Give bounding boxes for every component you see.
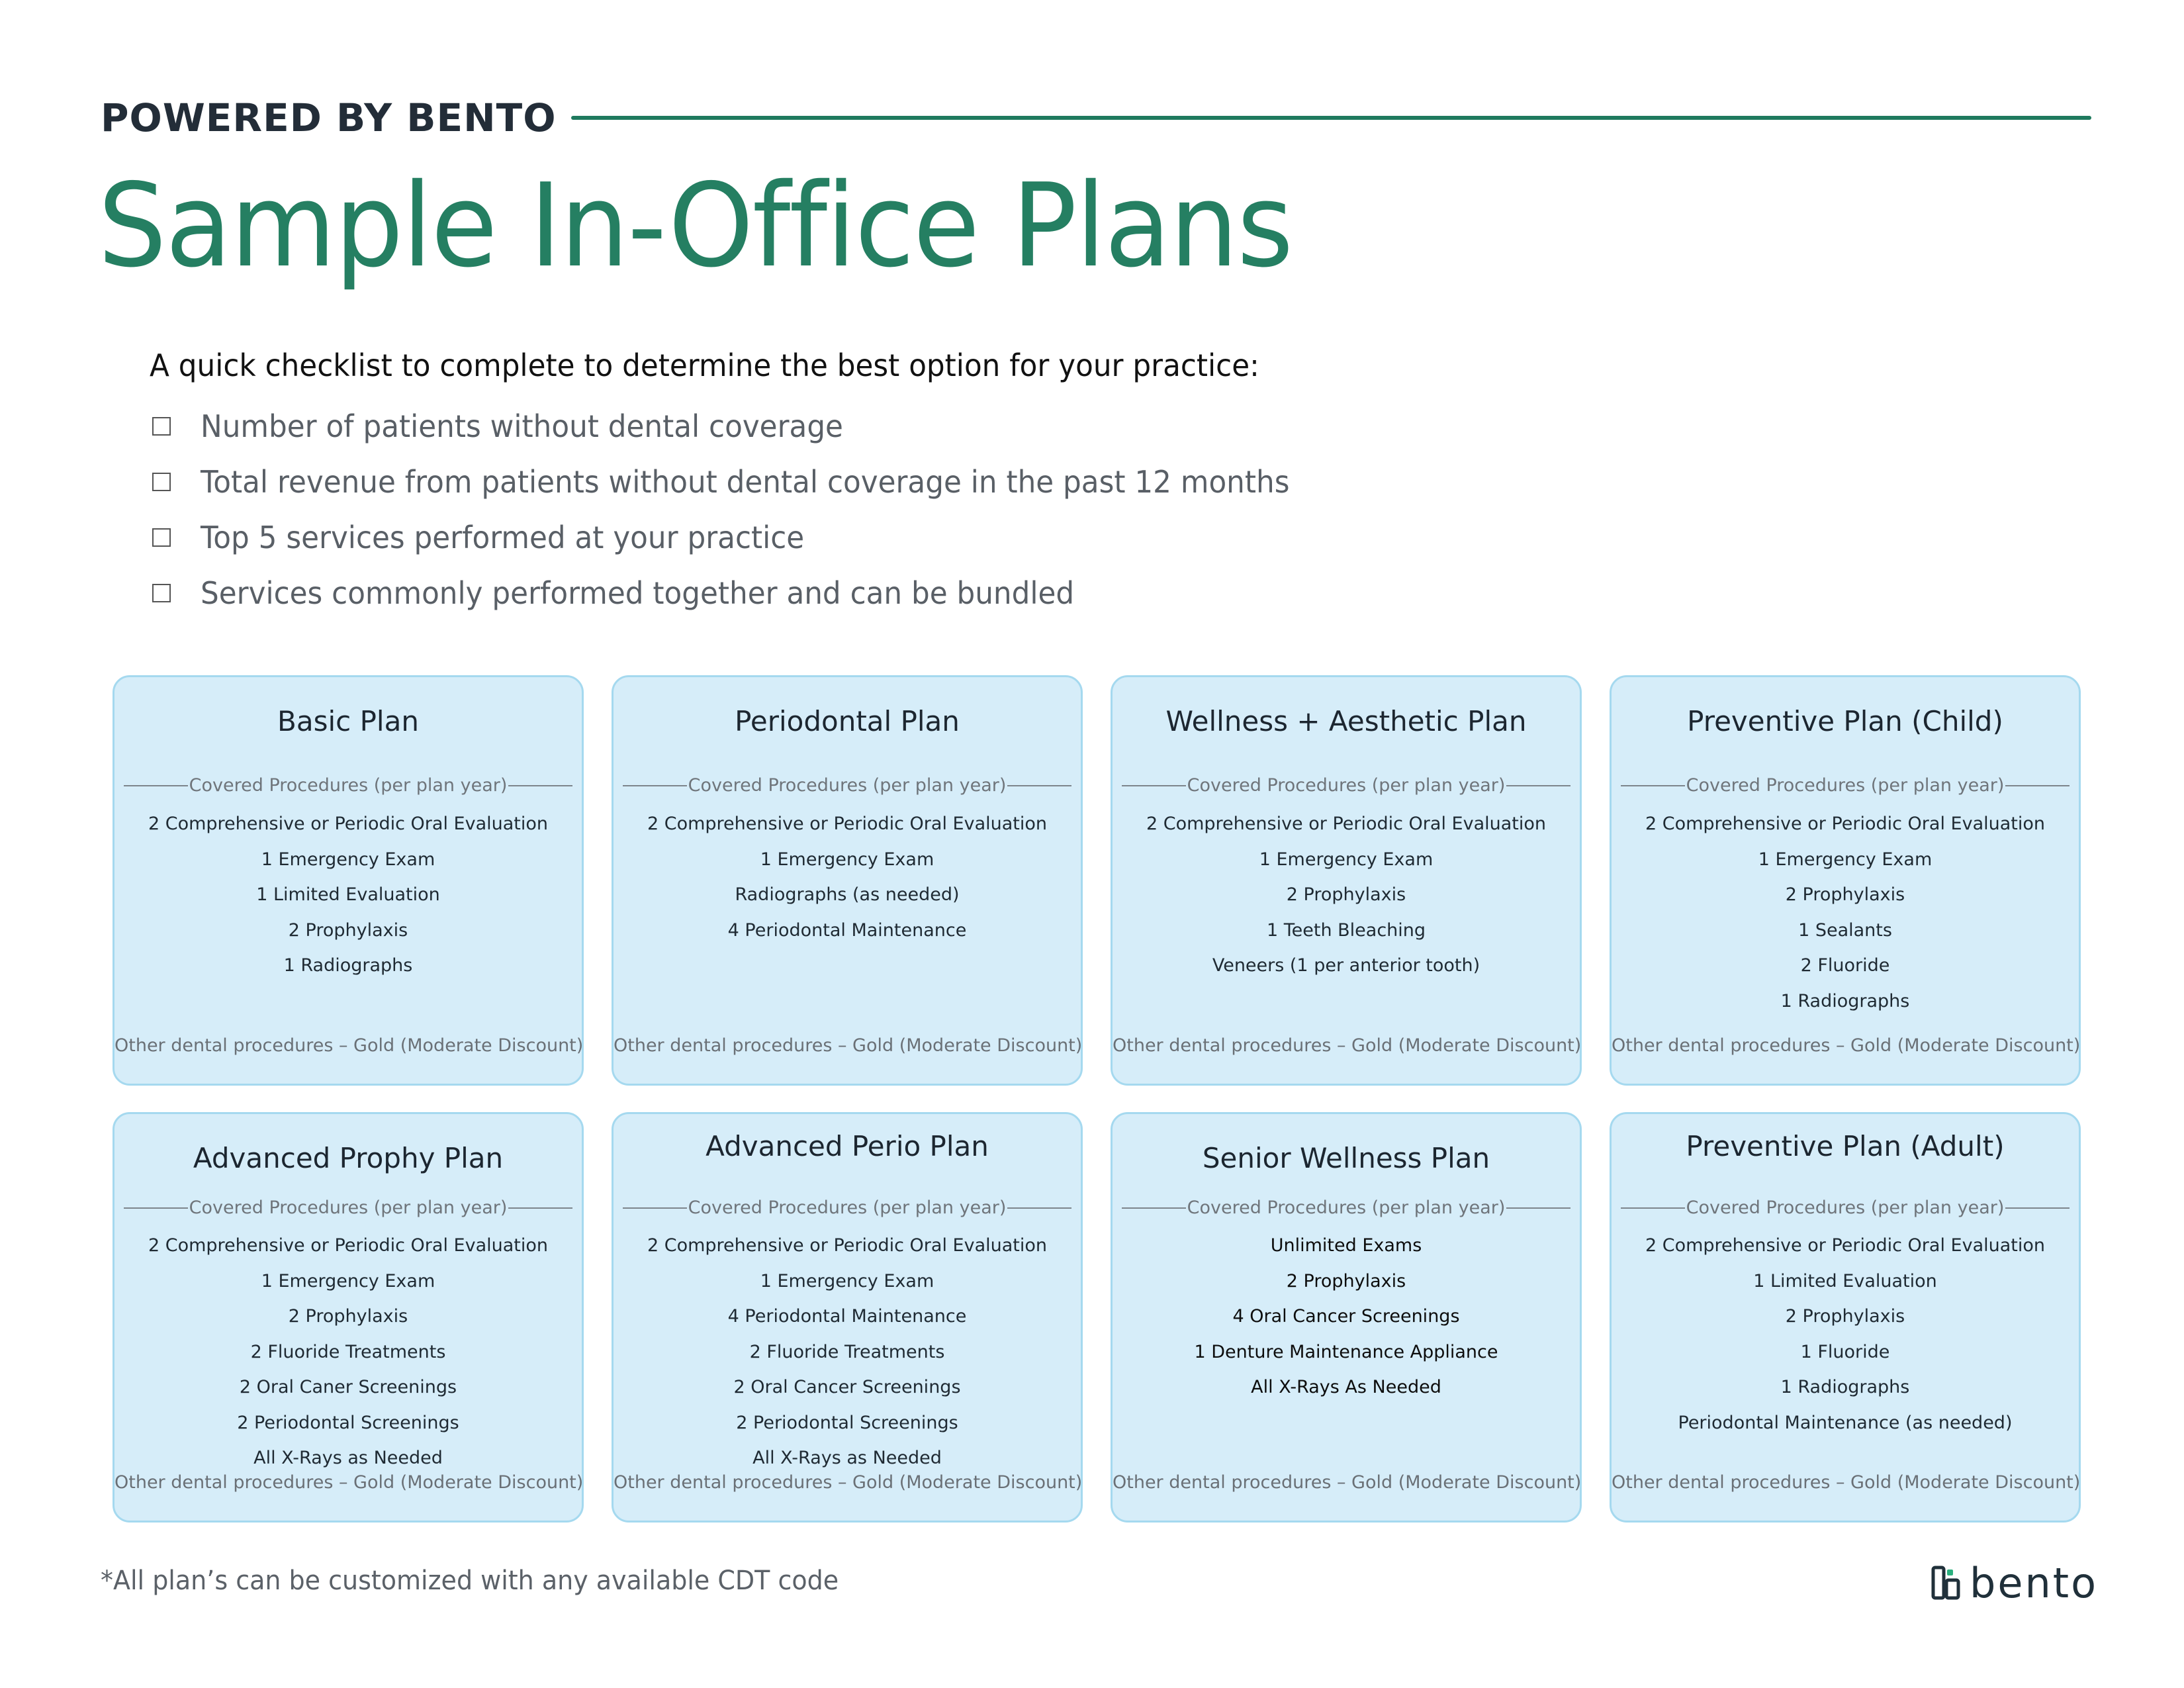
checkbox-icon[interactable]: [152, 584, 171, 602]
procedure-list: [614, 1228, 1081, 1476]
plan-card-preventive-adult: [1610, 1112, 2081, 1523]
section-header: [623, 775, 1071, 796]
procedure-item: Periodontal Maintenance (as needed): [1678, 1412, 2013, 1433]
procedure-item: 2 Comprehensive or Periodic Oral Evaluation: [148, 1235, 549, 1256]
procedure-item: 2 Prophylaxis: [1286, 884, 1406, 905]
checklist-item-label: Top 5 services performed at your practice: [201, 520, 805, 555]
procedure-item: Unlimited Exams: [1270, 1235, 1422, 1256]
section-divider: [623, 1207, 687, 1209]
procedure-item: All X-Rays As Needed: [1251, 1377, 1441, 1397]
procedure-list: [614, 806, 1081, 948]
checklist-item[interactable]: [150, 565, 1347, 621]
plan-card-periodontal: [612, 675, 1083, 1086]
logo-wordmark: bento: [1970, 1558, 2099, 1607]
procedure-list: [1612, 1228, 2079, 1440]
checklist-item[interactable]: [150, 454, 1347, 510]
header-divider: [571, 116, 2092, 120]
plan-card-advanced-perio: [612, 1112, 1083, 1523]
plan-title: Advanced Perio Plan: [705, 1130, 989, 1162]
section-label: Covered Procedures (per plan year): [1187, 1197, 1506, 1218]
checkbox-icon[interactable]: [152, 528, 171, 547]
section-divider: [1122, 1207, 1186, 1209]
section-header: [124, 775, 572, 796]
section-divider: [508, 785, 572, 786]
bento-logo-icon: [1931, 1566, 1960, 1600]
procedure-list: [1612, 806, 2079, 1019]
procedure-item: 1 Limited Evaluation: [1753, 1270, 1937, 1291]
procedure-item: 1 Teeth Bleaching: [1266, 919, 1426, 941]
procedure-item: 2 Periodontal Screenings: [237, 1412, 459, 1433]
plan-title: Basic Plan: [277, 705, 419, 737]
powered-by-label: POWERED BY BENTO: [101, 95, 557, 140]
section-divider: [2005, 1207, 2070, 1209]
section-divider: [623, 785, 687, 786]
procedure-item: 1 Emergency Exam: [760, 1270, 934, 1291]
procedure-list: [1113, 1228, 1580, 1405]
section-divider: [1621, 785, 1685, 786]
procedure-item: Radiographs (as needed): [735, 884, 960, 905]
section-header: [1621, 775, 2070, 796]
plan-card-advanced-prophy: [113, 1112, 584, 1523]
procedure-item: 4 Periodontal Maintenance: [727, 919, 967, 941]
bento-logo: [1931, 1560, 2098, 1606]
procedure-item: Veneers (1 per anterior tooth): [1212, 955, 1480, 976]
procedure-list: [1113, 806, 1580, 984]
section-divider: [124, 785, 188, 786]
procedure-item: 1 Fluoride: [1800, 1341, 1890, 1362]
procedure-item: 1 Limited Evaluation: [256, 884, 440, 905]
plan-card-basic: [113, 675, 584, 1086]
section-label: Covered Procedures (per plan year): [688, 1197, 1007, 1218]
plan-footer-note: Other dental procedures – Gold (Moderate Discount): [614, 1035, 1083, 1056]
section-label: Covered Procedures (per plan year): [1187, 775, 1506, 796]
checkbox-icon[interactable]: [152, 473, 171, 491]
section-divider: [1506, 785, 1570, 786]
plan-footer-note: Other dental procedures – Gold (Moderate Discount): [1612, 1035, 2081, 1056]
section-header: [1122, 1197, 1570, 1218]
plan-card-preventive-child: [1610, 675, 2081, 1086]
section-header: [124, 1197, 572, 1218]
section-label: Covered Procedures (per plan year): [1686, 1197, 2005, 1218]
plan-title: Senior Wellness Plan: [1202, 1142, 1490, 1174]
plan-footer-note: Other dental procedures – Gold (Moderate Discount): [114, 1472, 584, 1493]
checklist: [150, 399, 1347, 621]
checklist-item[interactable]: [150, 510, 1347, 565]
section-divider: [1007, 785, 1071, 786]
procedure-item: 4 Periodontal Maintenance: [727, 1306, 967, 1327]
procedure-item: 1 Radiographs: [1780, 990, 1910, 1011]
procedure-item: All X-Rays as Needed: [253, 1448, 443, 1468]
section-label: Covered Procedures (per plan year): [189, 1197, 508, 1218]
plan-title: Preventive Plan (Child): [1687, 705, 2003, 737]
procedure-item: 2 Prophylaxis: [1785, 884, 1905, 905]
section-divider: [1621, 1207, 1685, 1209]
plan-footer-note: Other dental procedures – Gold (Moderate Discount): [1113, 1472, 1582, 1493]
procedure-item: 4 Oral Cancer Screenings: [1232, 1306, 1460, 1327]
procedure-item: 2 Oral Cancer Screenings: [733, 1377, 961, 1397]
section-divider: [124, 1207, 188, 1209]
section-header: [623, 1197, 1071, 1218]
procedure-item: 1 Emergency Exam: [261, 849, 435, 870]
procedure-item: 1 Emergency Exam: [1758, 849, 1933, 870]
procedure-item: 2 Fluoride Treatments: [749, 1341, 945, 1362]
procedure-item: 2 Comprehensive or Periodic Oral Evaluation: [148, 814, 549, 834]
procedure-item: 2 Comprehensive or Periodic Oral Evaluation: [1645, 814, 2046, 834]
section-header: [1621, 1197, 2070, 1218]
plan-footer-note: Other dental procedures – Gold (Moderate Discount): [114, 1035, 584, 1056]
plan-footer-note: Other dental procedures – Gold (Moderate Discount): [614, 1472, 1083, 1493]
procedure-item: 1 Emergency Exam: [1259, 849, 1433, 870]
procedure-item: 2 Fluoride: [1800, 955, 1890, 976]
procedure-item: 2 Comprehensive or Periodic Oral Evaluation: [1146, 814, 1547, 834]
section-label: Covered Procedures (per plan year): [189, 775, 508, 796]
page-title: Sample In-Office Plans: [98, 159, 1293, 293]
checklist-item-label: Services commonly performed together and can be bundled: [201, 575, 1075, 611]
procedure-item: 2 Periodontal Screenings: [736, 1412, 958, 1433]
section-label: Covered Procedures (per plan year): [688, 775, 1007, 796]
procedure-item: 2 Prophylaxis: [1286, 1270, 1406, 1291]
plan-card-wellness-aesthetic: [1111, 675, 1582, 1086]
checkbox-icon[interactable]: [152, 417, 171, 436]
procedure-item: 1 Denture Maintenance Appliance: [1194, 1341, 1498, 1362]
section-header: [1122, 775, 1570, 796]
procedure-item: 1 Sealants: [1798, 919, 1892, 941]
procedure-item: 2 Fluoride Treatments: [250, 1341, 446, 1362]
plan-title: Wellness + Aesthetic Plan: [1165, 705, 1527, 737]
section-label: Covered Procedures (per plan year): [1686, 775, 2005, 796]
section-divider: [2005, 785, 2070, 786]
checklist-item-label: Total revenue from patients without dental coverage in the past 12 months: [201, 464, 1290, 500]
plan-title: Preventive Plan (Adult): [1686, 1130, 2005, 1162]
section-divider: [1007, 1207, 1071, 1209]
section-divider: [1506, 1207, 1570, 1209]
checklist-item-label: Number of patients without dental coverage: [201, 408, 843, 444]
checklist-item[interactable]: [150, 399, 1347, 454]
procedure-item: 2 Comprehensive or Periodic Oral Evaluation: [647, 814, 1048, 834]
checklist-intro: A quick checklist to complete to determine the best option for your practice:: [150, 348, 1259, 383]
section-divider: [1122, 785, 1186, 786]
customization-footnote: *All plan’s can be customized with any available CDT code: [101, 1566, 839, 1596]
procedure-item: 2 Oral Caner Screenings: [239, 1377, 457, 1397]
procedure-list: [114, 806, 582, 984]
procedure-item: 1 Emergency Exam: [760, 849, 934, 870]
procedure-item: 1 Emergency Exam: [261, 1270, 435, 1291]
plan-footer-note: Other dental procedures – Gold (Moderate Discount): [1612, 1472, 2081, 1493]
procedure-list: [114, 1228, 582, 1476]
plan-footer-note: Other dental procedures – Gold (Moderate Discount): [1113, 1035, 1582, 1056]
procedure-item: 2 Prophylaxis: [1785, 1306, 1905, 1327]
procedure-item: 1 Radiographs: [1780, 1377, 1910, 1397]
procedure-item: 1 Radiographs: [283, 955, 413, 976]
procedure-item: 2 Prophylaxis: [288, 919, 408, 941]
procedure-item: 2 Prophylaxis: [288, 1306, 408, 1327]
procedure-item: 2 Comprehensive or Periodic Oral Evaluation: [1645, 1235, 2046, 1256]
plan-card-senior-wellness: [1111, 1112, 1582, 1523]
procedure-item: All X-Rays as Needed: [752, 1448, 942, 1468]
header-row: [101, 91, 2091, 144]
section-divider: [508, 1207, 572, 1209]
plan-title: Periodontal Plan: [735, 705, 960, 737]
procedure-item: 2 Comprehensive or Periodic Oral Evaluation: [647, 1235, 1048, 1256]
plan-title: Advanced Prophy Plan: [193, 1142, 504, 1174]
